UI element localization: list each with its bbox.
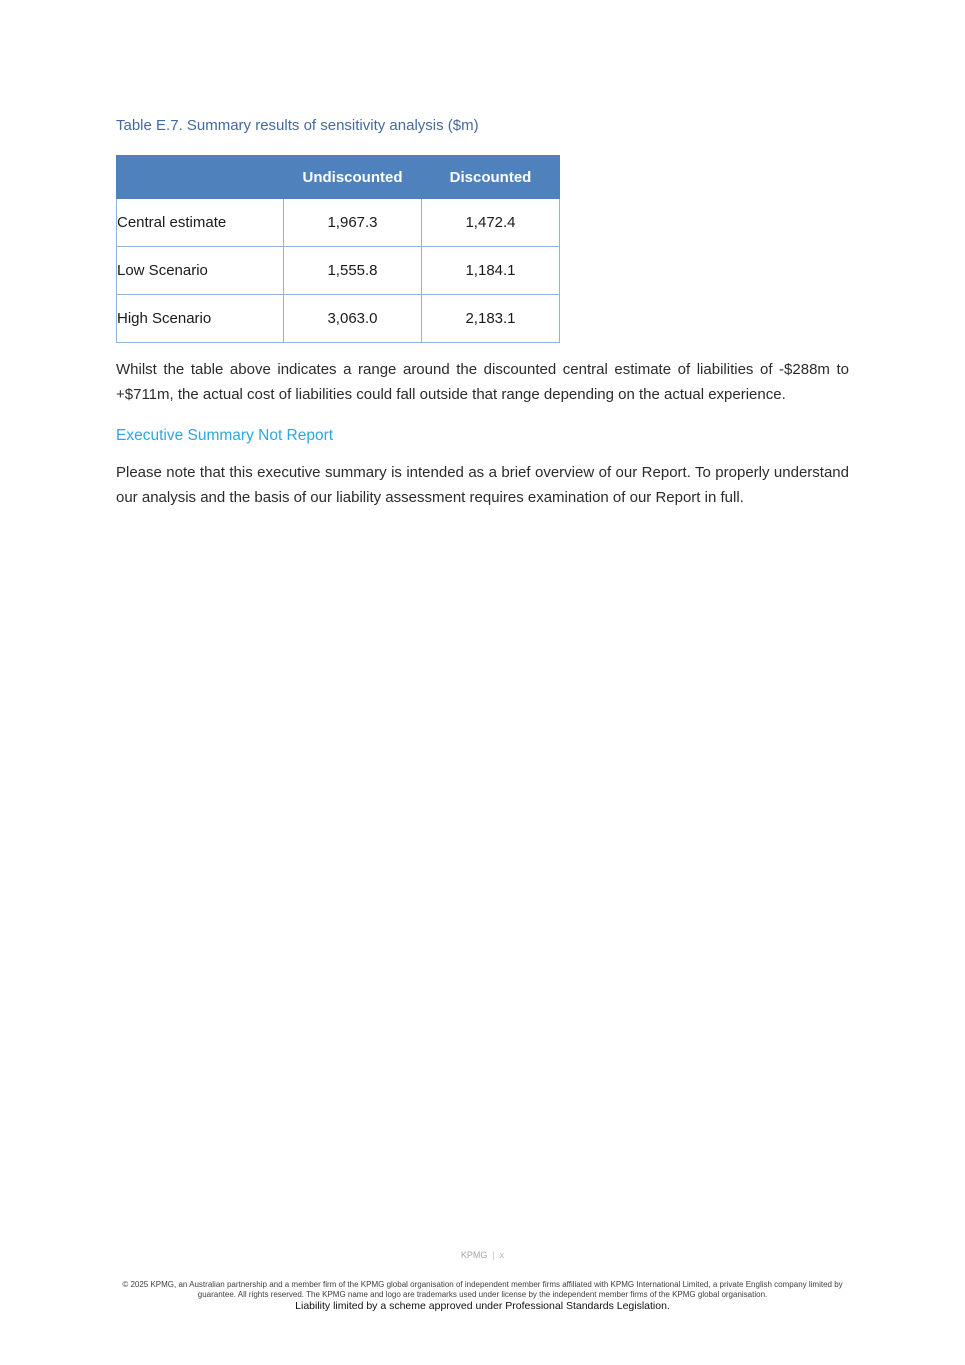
cell-discounted: 1,184.1 <box>422 247 560 295</box>
liability-statement: Liability limited by a scheme approved under Professional Standards Legislation. <box>295 1300 670 1312</box>
cell-discounted: 1,472.4 <box>422 199 560 247</box>
executive-summary-heading: Executive Summary Not Report <box>116 427 334 444</box>
cell-discounted: 2,183.1 <box>422 295 560 343</box>
legal-disclaimer-text: © 2025 KPMG, an Australian partnership and a member firm of the KPMG global organisation of independent member firms affiliated with KPMG International Limited, a private English company limited by guarantee. All rights reserved. The KPMG name and logo are trademarks used under license by the independent member firms of the KPMG global organisation. <box>122 1280 843 1299</box>
page-footer <box>0 1250 965 1260</box>
column-header-undiscounted: Undiscounted <box>284 156 422 199</box>
row-label: High Scenario <box>117 295 284 343</box>
table-header-row <box>117 156 560 199</box>
cell-undiscounted: 1,967.3 <box>284 199 422 247</box>
footer-separator: | <box>492 1250 495 1260</box>
table-corner-cell <box>117 156 284 199</box>
cell-undiscounted: 1,555.8 <box>284 247 422 295</box>
footer-page-number: x <box>499 1250 505 1260</box>
column-header-discounted: Discounted <box>422 156 560 199</box>
row-label: Low Scenario <box>117 247 284 295</box>
table-row <box>117 247 560 295</box>
sensitivity-note-paragraph: Whilst the table above indicates a range around the discounted central estimate of liabilities of -$288m to +$711m, the actual cost of liabilities could fall outside that range depending on the actual experience. <box>116 361 849 403</box>
table-row <box>117 295 560 343</box>
sensitivity-table <box>116 155 560 343</box>
table-row <box>117 199 560 247</box>
footer-brand: KPMG <box>460 1250 488 1260</box>
table-caption: Table E.7. Summary results of sensitivity analysis ($m) <box>116 117 479 134</box>
row-label: Central estimate <box>117 199 284 247</box>
executive-summary-paragraph: Please note that this executive summary is intended as a brief overview of our Report. To properly understand our analysis and the basis of our liability assessment requires examination of our Report in full. <box>116 464 849 506</box>
cell-undiscounted: 3,063.0 <box>284 295 422 343</box>
